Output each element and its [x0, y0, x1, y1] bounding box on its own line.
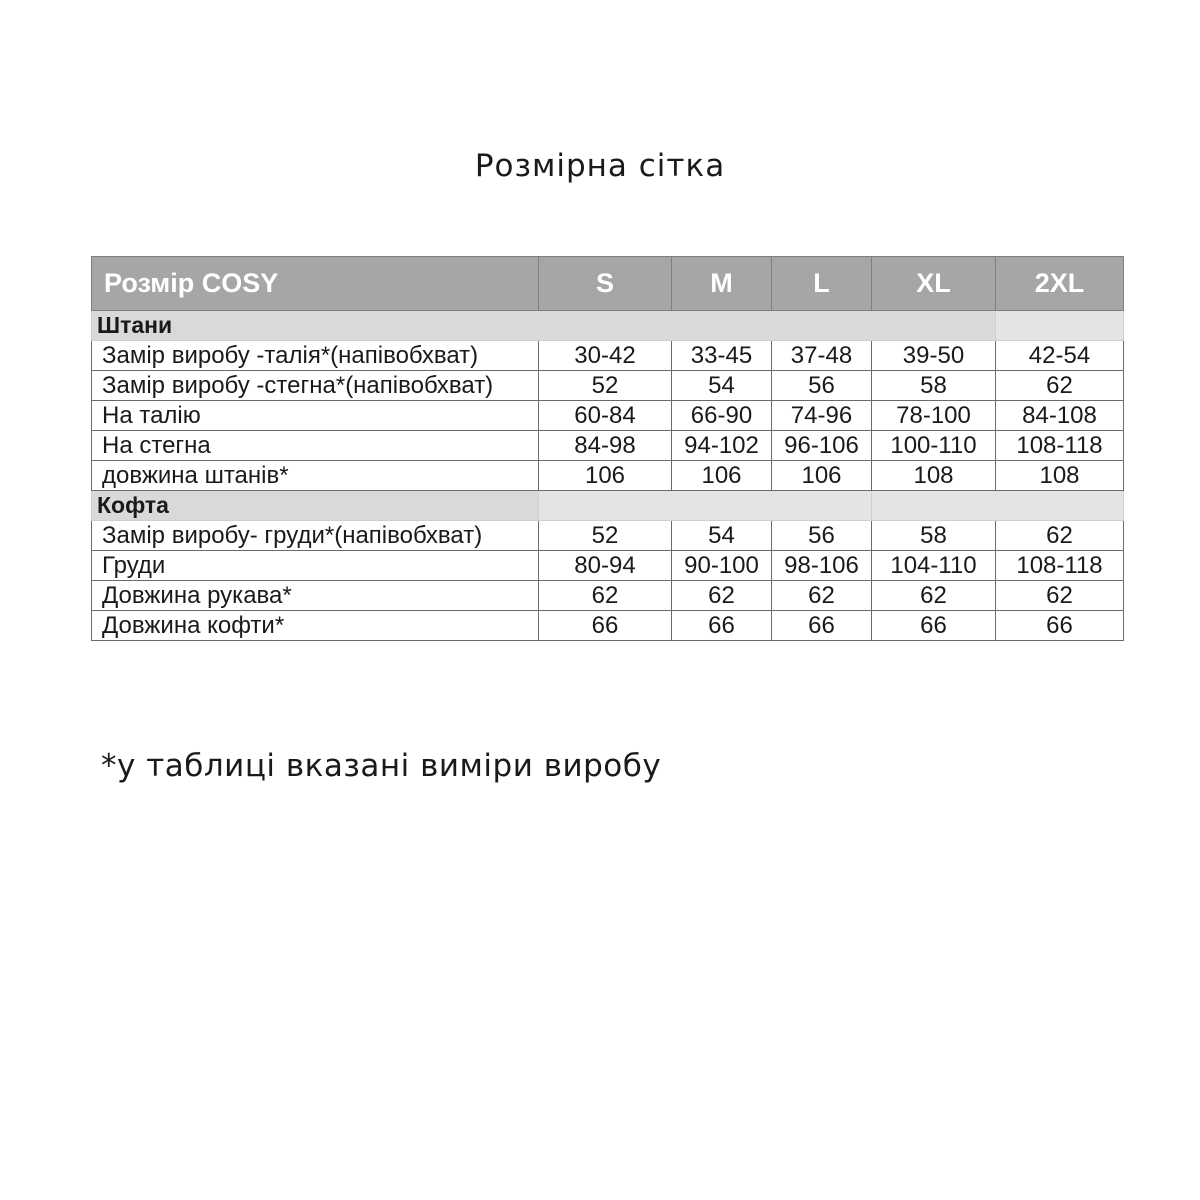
cell-s: 106 — [539, 461, 672, 491]
table-row — [92, 461, 1124, 491]
table-row — [92, 611, 1124, 641]
row-label: Довжина кофти* — [92, 611, 539, 641]
row-label: Довжина рукава* — [92, 581, 539, 611]
row-label: Замір виробу -талія*(напівобхват) — [92, 341, 539, 371]
row-label: На стегна — [92, 431, 539, 461]
cell-m: 106 — [672, 461, 772, 491]
cell-s: 84-98 — [539, 431, 672, 461]
cell-xl: 66 — [872, 611, 996, 641]
cell-xl: 39-50 — [872, 341, 996, 371]
cell-xl: 58 — [872, 371, 996, 401]
section-row-top — [92, 491, 1124, 521]
header-size-s: S — [539, 257, 672, 311]
cell-xl: 62 — [872, 581, 996, 611]
table-row — [92, 401, 1124, 431]
cell-m: 33-45 — [672, 341, 772, 371]
cell-2xl: 108-118 — [996, 431, 1124, 461]
cell-xl: 78-100 — [872, 401, 996, 431]
section-blank-cell — [996, 311, 1124, 341]
cell-s: 30-42 — [539, 341, 672, 371]
cell-2xl: 66 — [996, 611, 1124, 641]
cell-2xl: 42-54 — [996, 341, 1124, 371]
header-size-xl: XL — [872, 257, 996, 311]
cell-m: 66-90 — [672, 401, 772, 431]
header-size-label: Розмір COSY — [92, 257, 539, 311]
cell-s: 60-84 — [539, 401, 672, 431]
cell-xl: 100-110 — [872, 431, 996, 461]
cell-s: 66 — [539, 611, 672, 641]
table-row — [92, 521, 1124, 551]
cell-m: 94-102 — [672, 431, 772, 461]
cell-l: 74-96 — [772, 401, 872, 431]
cell-m: 54 — [672, 371, 772, 401]
cell-s: 52 — [539, 371, 672, 401]
cell-2xl: 62 — [996, 521, 1124, 551]
row-label: довжина штанів* — [92, 461, 539, 491]
cell-l: 37-48 — [772, 341, 872, 371]
cell-l: 98-106 — [772, 551, 872, 581]
cell-l: 62 — [772, 581, 872, 611]
cell-xl: 108 — [872, 461, 996, 491]
cell-l: 106 — [772, 461, 872, 491]
table-row — [92, 431, 1124, 461]
table-header-row — [92, 257, 1124, 311]
cell-m: 54 — [672, 521, 772, 551]
cell-m: 90-100 — [672, 551, 772, 581]
page-title: Розмірна сітка — [474, 148, 726, 184]
row-label: Груди — [92, 551, 539, 581]
row-label: Замір виробу -стегна*(напівобхват) — [92, 371, 539, 401]
cell-l: 56 — [772, 521, 872, 551]
row-label: Замір виробу- груди*(напівобхват) — [92, 521, 539, 551]
cell-2xl: 62 — [996, 371, 1124, 401]
cell-2xl: 108 — [996, 461, 1124, 491]
cell-s: 52 — [539, 521, 672, 551]
section-row-pants — [92, 311, 1124, 341]
table-row — [92, 341, 1124, 371]
cell-s: 62 — [539, 581, 672, 611]
size-table — [91, 256, 1124, 641]
table-row — [92, 551, 1124, 581]
row-label: На талію — [92, 401, 539, 431]
cell-m: 66 — [672, 611, 772, 641]
section-title: Штани — [92, 311, 996, 341]
cell-xl: 58 — [872, 521, 996, 551]
cell-l: 96-106 — [772, 431, 872, 461]
section-blank-cell — [539, 491, 872, 521]
cell-l: 56 — [772, 371, 872, 401]
cell-l: 66 — [772, 611, 872, 641]
cell-2xl: 84-108 — [996, 401, 1124, 431]
section-blank-cell — [872, 491, 1124, 521]
cell-xl: 104-110 — [872, 551, 996, 581]
table-row — [92, 371, 1124, 401]
header-size-l: L — [772, 257, 872, 311]
footnote: *у таблиці вказані виміри виробу — [101, 748, 662, 784]
section-title: Кофта — [92, 491, 539, 521]
cell-2xl: 62 — [996, 581, 1124, 611]
header-size-m: M — [672, 257, 772, 311]
cell-2xl: 108-118 — [996, 551, 1124, 581]
cell-s: 80-94 — [539, 551, 672, 581]
table-row — [92, 581, 1124, 611]
header-size-2xl: 2XL — [996, 257, 1124, 311]
cell-m: 62 — [672, 581, 772, 611]
